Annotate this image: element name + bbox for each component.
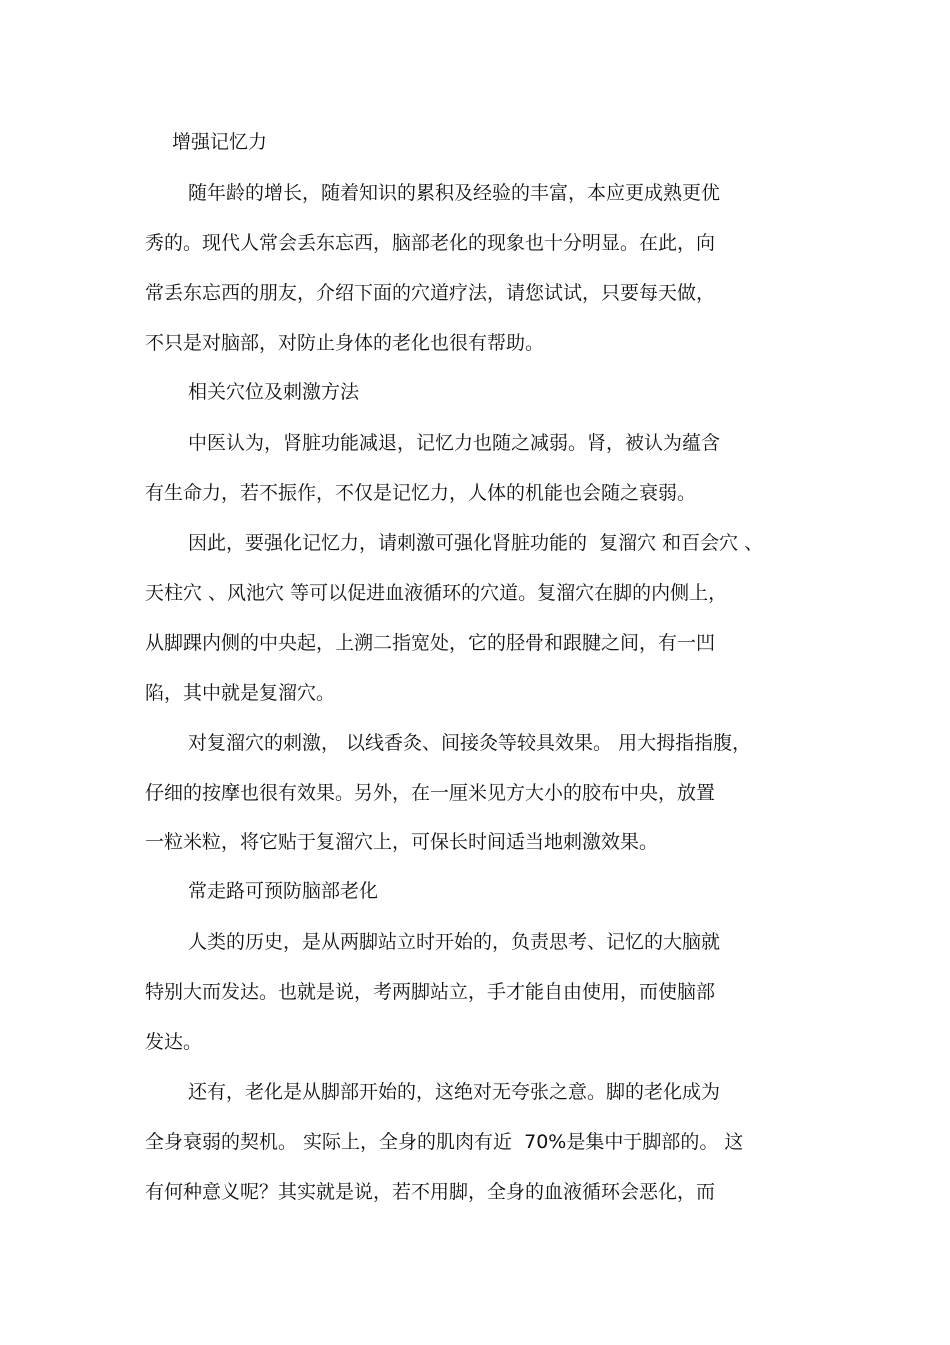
document-title: 增强记忆力 xyxy=(172,131,268,153)
paragraph-line: 陷，其中就是复溜穴。 xyxy=(145,682,336,704)
paragraph-line: 天柱穴 、风池穴 等可以促进血液循环的穴道。复溜穴在脚的内侧上， xyxy=(145,582,728,604)
paragraph-line: 发达。 xyxy=(145,1031,203,1053)
paragraph-line: 有生命力，若不振作，不仅是记忆力，人体的机能也会随之衰弱。 xyxy=(145,482,697,504)
paragraph-line: 全身衰弱的契机。 实际上，全身的肌肉有近 70%是集中于脚部的。 这 xyxy=(145,1131,744,1153)
paragraph-line: 特别大而发达。也就是说，考两脚站立，手才能自由使用，而使脑部 xyxy=(145,981,716,1003)
paragraph-line: 人类的历史，是从两脚站立时开始的，负责思考、记忆的大脑就 xyxy=(188,931,721,953)
paragraph-line: 因此，要强化记忆力，请刺激可强化肾脏功能的 复溜穴 和百会穴 、 xyxy=(188,532,764,554)
paragraph-line: 对复溜穴的刺激， 以线香灸、间接灸等较具效果。 用大拇指指腹， xyxy=(188,732,752,754)
paragraph-line: 随年龄的增长，随着知识的累积及经验的丰富，本应更成熟更优 xyxy=(188,182,721,204)
paragraph-line: 常丢东忘西的朋友，介绍下面的穴道疗法，请您试试，只要每天做， xyxy=(145,282,716,304)
paragraph-line: 从脚踝内侧的中央起，上溯二指宽处，它的胫骨和跟腱之间，有一凹 xyxy=(145,632,716,654)
paragraph-line: 一粒米粒，将它贴于复溜穴上，可保长时间适当地刺激效果。 xyxy=(145,831,659,853)
paragraph-line: 不只是对脑部，对防止身体的老化也很有帮助。 xyxy=(145,332,545,354)
section-heading: 常走路可预防脑部老化 xyxy=(188,880,379,902)
section-heading: 相关穴位及刺激方法 xyxy=(188,381,360,403)
paragraph-line: 仔细的按摩也很有效果。另外，在一厘米见方大小的胶布中央，放置 xyxy=(145,782,716,804)
paragraph-line: 还有，老化是从脚部开始的，这绝对无夸张之意。脚的老化成为 xyxy=(188,1081,721,1103)
paragraph-line: 中医认为，肾脏功能减退，记忆力也随之减弱。肾，被认为蕴含 xyxy=(188,432,721,454)
paragraph-line: 有何种意义呢？其实就是说，若不用脚，全身的血液循环会恶化，而 xyxy=(145,1181,716,1203)
paragraph-line: 秀的。现代人常会丢东忘西，脑部老化的现象也十分明显。在此，向 xyxy=(145,232,716,254)
